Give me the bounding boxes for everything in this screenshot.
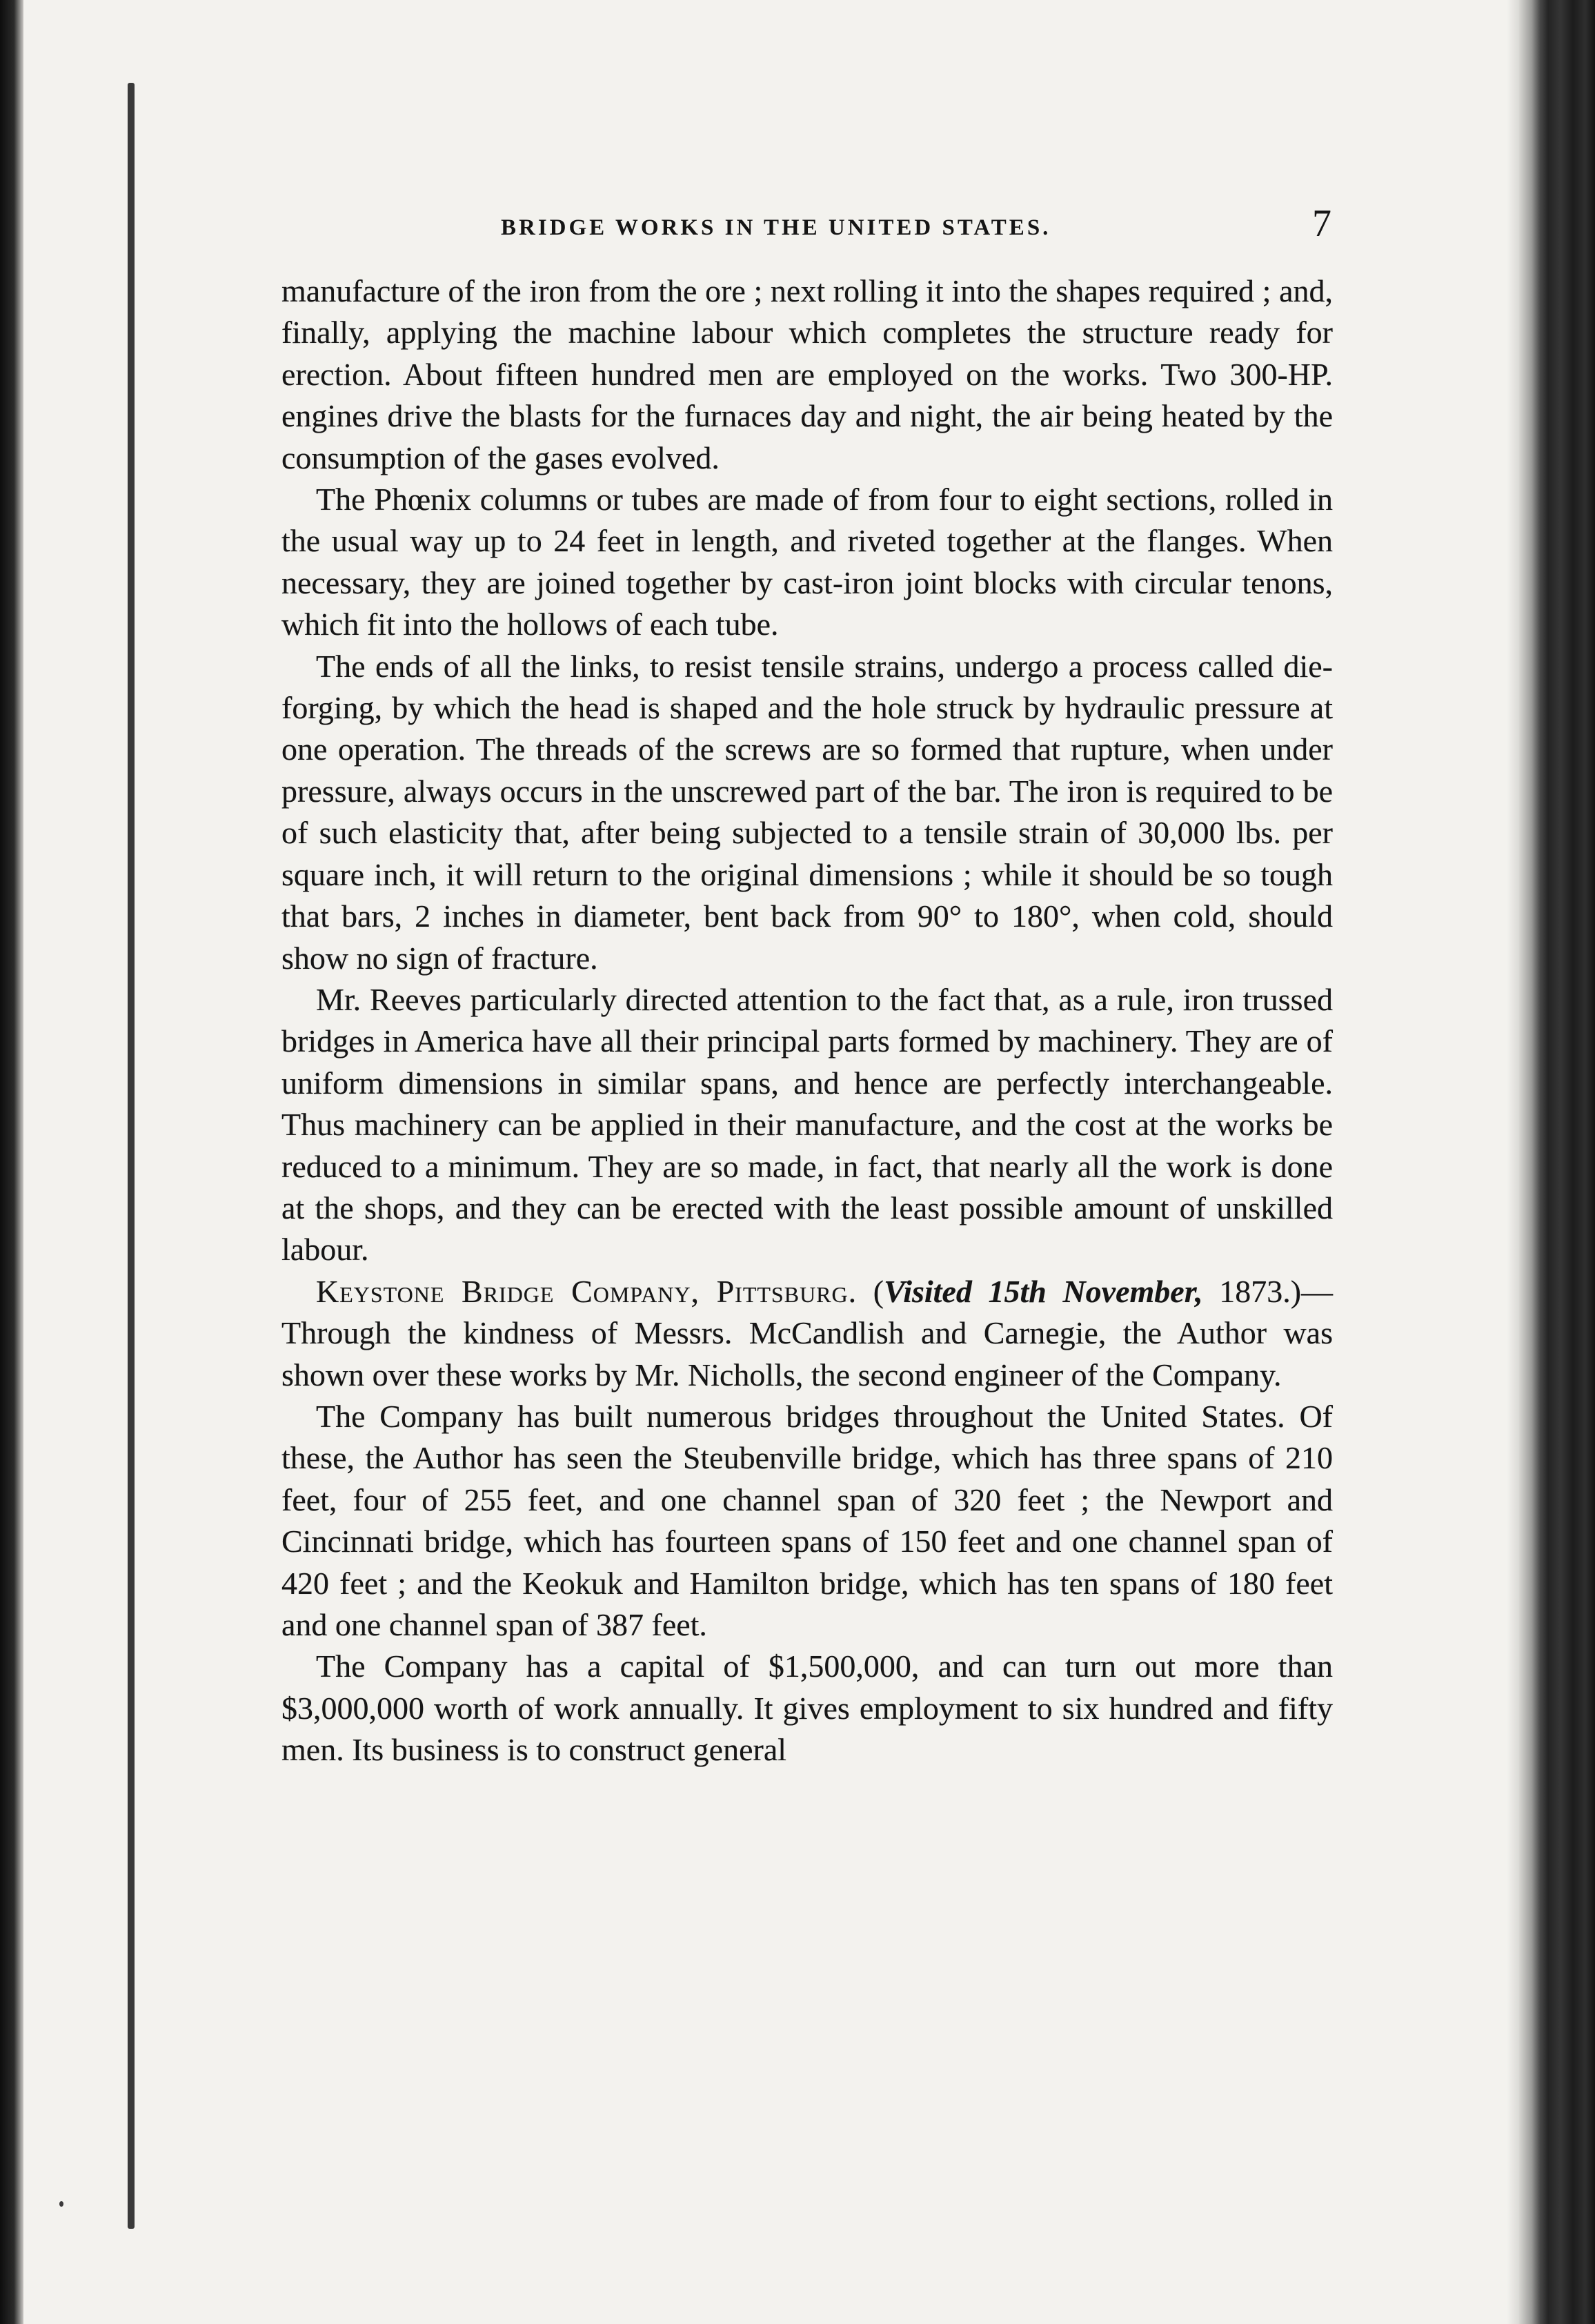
page-edge-shadow	[1507, 0, 1519, 2324]
print-speck	[59, 2201, 63, 2207]
paragraph-text: 1873.)—Through the kindness of Messrs. McCandlish and Carnegie, the Author was shown over these works by Mr. Nicholls, the second engineer of the Company.	[281, 1273, 1334, 1392]
page-header	[281, 201, 1333, 257]
paragraph-2	[281, 479, 1333, 646]
paragraph-4	[281, 979, 1333, 1271]
paragraph-text: The Phœnix columns or tubes are made of from four to eight sections, rolled in the usual way up to 24 feet in length, and riveted together at the flanges. When necessary, they are joined together by cast-iron joint blocks with circular tenons, which fit into the hollows of each tube.	[281, 482, 1333, 642]
paragraph-3	[281, 646, 1333, 979]
book-spine-edge	[1519, 0, 1595, 2324]
paragraph-5	[281, 1271, 1333, 1396]
paragraph-text: manufacture of the iron from the ore ; next rolling it into the shapes required ; and, finally, applying the machine labour which completes the structure ready for erection. About fifteen hundred men are employed on the works. Two 300-HP. engines drive the blasts for the furnaces day and night, the air being heated by the consumption of the gases evolved.	[281, 273, 1333, 475]
paragraph-6	[281, 1396, 1333, 1646]
paragraph-1	[281, 270, 1333, 479]
gutter-shadow-line	[128, 83, 135, 2229]
paragraph-text: The ends of all the links, to resist tensile strains, undergo a process called die-forging, by which the head is shaped and the hole struck by hydraulic pressure at one operation. The threads of the screws are so formed that rupture, when under pressure, always occurs in the unscrewed part of the bar. The iron is required to be of such elasticity that, after being subjected to a tensile strain of 30,000 lbs. per square inch, it will return to the original dimensions ; while it should be so tough that bars, 2 inches in diameter, bent back from 90° to 180°, when cold, should show no sign of fracture.	[281, 648, 1333, 976]
page-number: 7	[1312, 202, 1331, 245]
running-head: BRIDGE WORKS IN THE UNITED STATES.	[501, 215, 1051, 240]
visit-date-italic: Visited 15th November,	[884, 1273, 1203, 1309]
body-text	[281, 270, 1333, 1771]
left-page-edge	[0, 0, 23, 2324]
paragraph-text: The Company has a capital of $1,500,000, and can turn out more than $3,000,000 worth of work annually. It gives employment to six hundred and fifty men. Its business is to construct general	[281, 1648, 1333, 1768]
paragraph-text: The Company has built numerous bridges throughout the United States. Of these, the Author has seen the Steubenville bridge, which has three spans of 210 feet, four of 255 feet, and one channel span of 320 feet ; the Newport and Cincinnati bridge, which has fourteen spans of 150 feet and one channel span of 420 feet ; and the Keokuk and Hamilton bridge, which has ten spans of 180 feet and one channel span of 387 feet.	[281, 1398, 1333, 1642]
visit-paren: (	[873, 1273, 884, 1309]
paragraph-7	[281, 1646, 1333, 1771]
paragraph-text: Mr. Reeves particularly directed attention to the fact that, as a rule, iron trussed bridges in America have all their principal parts formed by machinery. They are of uniform dimensions in similar spans, and hence are perfectly interchangeable. Thus machinery can be applied in their manufacture, and the cost at the works be reduced to a minimum. They are so made, in fact, that nearly all the work is done at the shops, and they can be erected with the least possible amount of unskilled labour.	[281, 981, 1333, 1268]
section-lead-caps: Keystone Bridge Company, Pittsburg.	[316, 1273, 858, 1309]
